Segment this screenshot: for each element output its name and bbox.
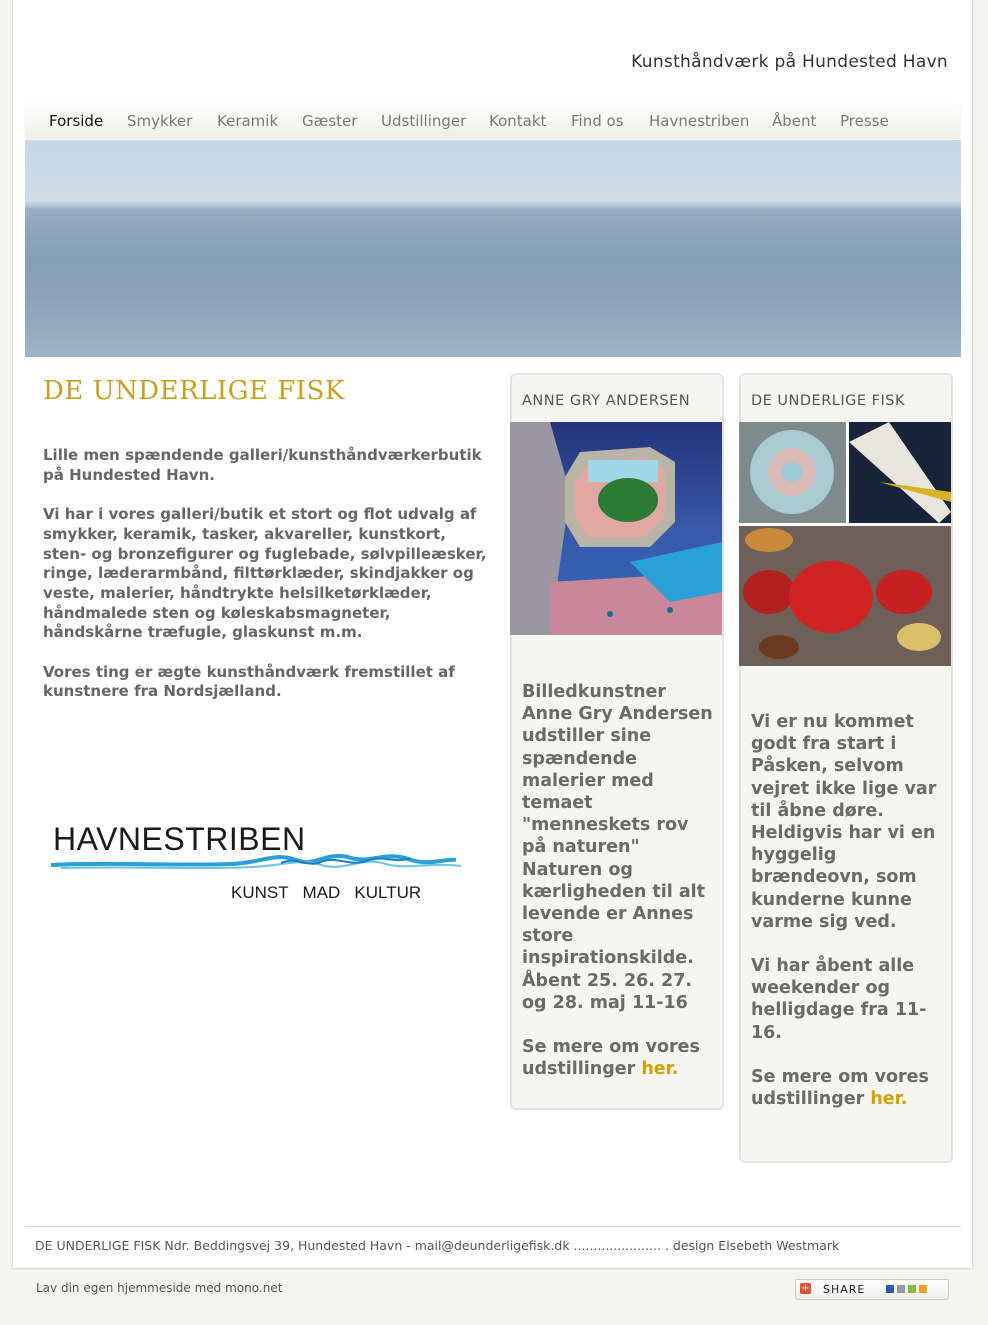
nav-item-kontakt[interactable]: Kontakt <box>489 112 547 130</box>
havnestriben-logo-image <box>51 820 471 910</box>
exhibitions-link[interactable]: her. <box>641 1059 679 1080</box>
column-paragraph: Vi er nu kommet godt fra start i Påsken, selvom vejret ikke lige var til åbne døre. Heldigvis har vi en hyggelig brændeovn, som kunderne kunne varme sig ved. <box>751 712 937 932</box>
main-nav <box>25 102 960 138</box>
nav-item-keramik[interactable]: Keramik <box>217 112 279 130</box>
intro-paragraph: Vores ting er ægte kunsthåndværk fremstillet af kunstnere fra Nordsjælland. <box>43 662 455 701</box>
column-paragraph: Vi har åbent alle weekender og helligdage fra 11-16. <box>751 956 927 1043</box>
page-title: DE UNDERLIGE FISK <box>43 376 345 406</box>
column-more-text: Se mere om vores udstillinger <box>522 1037 700 1080</box>
column-more <box>751 1066 947 1110</box>
hero-sea-image <box>25 140 961 357</box>
column-underlige-fisk <box>739 373 953 1163</box>
footer-divider <box>25 1226 961 1227</box>
nav-item-havnestriben[interactable]: Havnestriben <box>649 112 750 130</box>
nav-item-find-os[interactable]: Find os <box>571 112 624 130</box>
column-paragraph: Billedkunstner Anne Gry Andersen udstiller sine spændende malerier med temaet "menneskets rov på naturen" Naturen og kærligheden til alt levende er Annes store inspirationskilde. Åbent 25. 26. 27. og 28. maj 11-16 <box>522 682 713 1013</box>
page-container <box>13 0 972 1268</box>
products-image[interactable] <box>739 422 951 666</box>
painting-image[interactable] <box>510 422 722 635</box>
logo-title: HAVNESTRIBEN <box>53 821 306 857</box>
nav-item-gaester[interactable]: Gæster <box>302 112 358 130</box>
social-icons <box>886 1283 942 1295</box>
nav-item-udstillinger[interactable]: Udstillinger <box>381 112 467 130</box>
column-body <box>522 681 718 1102</box>
nav-item-forside[interactable]: Forside <box>49 112 104 130</box>
mono-link[interactable]: Lav din egen hjemmeside med mono.net <box>36 1281 283 1295</box>
painting-artwork <box>510 422 722 635</box>
column-more-text: Se mere om vores udstillinger <box>751 1066 929 1110</box>
column-heading: DE UNDERLIGE FISK <box>751 393 905 409</box>
column-more <box>522 1036 718 1080</box>
nav-item-smykker[interactable]: Smykker <box>127 112 193 130</box>
share-button[interactable] <box>795 1279 949 1300</box>
column-anne-gry <box>510 373 724 1110</box>
share-label: SHARE <box>823 1283 866 1296</box>
nav-item-aabent[interactable]: Åbent <box>772 112 817 130</box>
exhibitions-link[interactable]: her. <box>870 1089 908 1110</box>
site-tagline: Kunsthåndværk på Hundested Havn <box>631 52 948 72</box>
footer-text: DE UNDERLIGE FISK Ndr. Beddingsvej 39, Hundested Havn - mail@deunderligefisk.dk ...................... . design Elsebeth Westmark <box>35 1238 840 1253</box>
column-heading: ANNE GRY ANDERSEN <box>522 393 691 409</box>
intro-paragraph: Lille men spændende galleri/kunsthåndværkerbutik på Hundested Havn. <box>43 446 482 484</box>
intro-text <box>43 446 491 722</box>
products-collage <box>739 422 951 666</box>
logo-subtitle: KUNST MAD KULTUR <box>231 883 422 902</box>
intro-paragraph: Vi har i vores galleri/butik et stort og flot udvalg af smykker, keramik, tasker, akvareller, kunstkort, sten- og bronzefigurer og fuglebade, sølvpilleæsker, ringe, læderarmbånd, filttørklæder, skindjakker og veste, malerier, håndtrykte helsilketørklæder, håndmalede sten og køleskabsmagneter, håndskårne træfugle, glaskunst m.m. <box>43 505 487 642</box>
share-plus-icon: + <box>801 1283 810 1294</box>
havnestriben-logo[interactable] <box>51 820 471 910</box>
column-body <box>751 711 947 1132</box>
nav-item-presse[interactable]: Presse <box>840 112 889 130</box>
